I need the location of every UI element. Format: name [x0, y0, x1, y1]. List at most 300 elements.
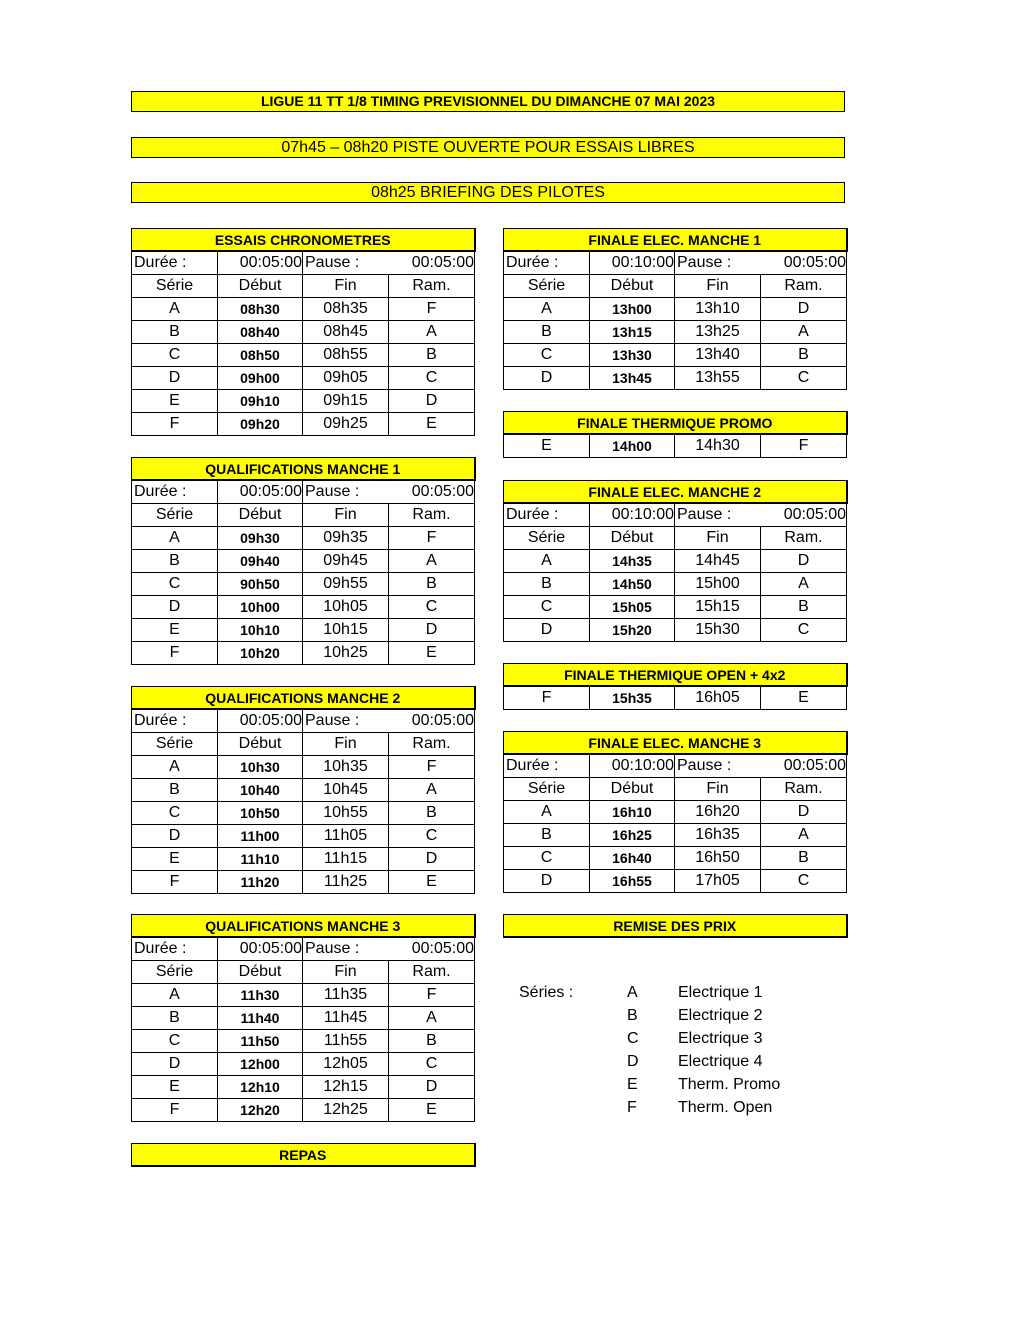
fin-cell: 12h25 [303, 1099, 389, 1122]
debut-cell: 90h50 [218, 573, 303, 596]
fin-cell: 11h55 [303, 1030, 389, 1053]
table-row [132, 756, 475, 779]
table-row [132, 619, 475, 642]
debut-header: Début [590, 275, 675, 298]
debut-cell: 11h20 [218, 871, 303, 894]
pause-value: 00:05:00 [761, 503, 847, 527]
debut-cell: 16h25 [590, 824, 675, 847]
debut-cell: 08h40 [218, 321, 303, 344]
serie-cell: D [132, 367, 218, 390]
table-row [504, 434, 847, 458]
section-title-row [504, 732, 847, 755]
debut-cell: 12h10 [218, 1076, 303, 1099]
pause-value: 00:05:00 [389, 709, 475, 733]
pause-value: 00:05:00 [389, 480, 475, 504]
ram-cell: F [761, 434, 847, 458]
fin-cell: 14h30 [675, 434, 761, 458]
ram-header: Ram. [389, 733, 475, 756]
fin-header: Fin [675, 275, 761, 298]
section-title: REPAS [132, 1144, 475, 1167]
debut-cell: 11h30 [218, 984, 303, 1007]
serie-cell: D [132, 825, 218, 848]
serie-cell: A [132, 298, 218, 321]
debut-cell: 10h10 [218, 619, 303, 642]
serie-cell: D [504, 367, 590, 390]
ram-cell: A [389, 779, 475, 802]
ram-cell: D [761, 801, 847, 824]
ram-header: Ram. [761, 275, 847, 298]
fin-cell: 15h15 [675, 596, 761, 619]
serie-cell: E [132, 1076, 218, 1099]
table-row [504, 298, 847, 321]
ram-cell: B [761, 847, 847, 870]
table-row [132, 848, 475, 871]
section-title: FINALE ELEC. MANCHE 1 [504, 229, 847, 252]
ram-cell: F [389, 756, 475, 779]
ram-cell: C [389, 825, 475, 848]
serie-cell: A [504, 801, 590, 824]
fin-header: Fin [303, 733, 389, 756]
debut-cell: 11h50 [218, 1030, 303, 1053]
ram-cell: F [389, 527, 475, 550]
prix-table [503, 914, 848, 938]
serie-cell: B [504, 573, 590, 596]
fin-cell: 15h00 [675, 573, 761, 596]
pause-label: Pause : [303, 709, 389, 733]
fin-cell: 08h55 [303, 344, 389, 367]
serie-cell: D [132, 596, 218, 619]
elec1-table [503, 228, 848, 390]
debut-cell: 09h10 [218, 390, 303, 413]
fin-cell: 10h25 [303, 642, 389, 665]
fin-cell: 08h35 [303, 298, 389, 321]
debut-cell: 10h20 [218, 642, 303, 665]
briefing-banner: 08h25 BRIEFING DES PILOTES [131, 182, 845, 203]
elec2-table [503, 480, 848, 642]
debut-cell: 16h40 [590, 847, 675, 870]
table-row [504, 686, 847, 710]
serie-cell: C [132, 573, 218, 596]
fin-cell: 15h30 [675, 619, 761, 642]
section-title: QUALIFICATIONS MANCHE 1 [132, 458, 475, 481]
debut-cell: 09h40 [218, 550, 303, 573]
pause-value: 00:05:00 [761, 754, 847, 778]
section-title-row [132, 687, 475, 710]
fin-header: Fin [303, 275, 389, 298]
debut-cell: 10h40 [218, 779, 303, 802]
fin-header: Fin [303, 504, 389, 527]
section-title: FINALE THERMIQUE OPEN + 4x2 [504, 664, 847, 687]
section-title: FINALE THERMIQUE PROMO [504, 412, 847, 435]
fin-header: Fin [675, 778, 761, 801]
ram-cell: E [389, 1099, 475, 1122]
debut-cell: 16h55 [590, 870, 675, 893]
table-row [132, 871, 475, 894]
table-row [132, 802, 475, 825]
table-row [132, 825, 475, 848]
duree-label: Durée : [504, 503, 590, 527]
table-row [132, 1007, 475, 1030]
fin-cell: 13h10 [675, 298, 761, 321]
duree-value: 00:05:00 [218, 480, 303, 504]
table-row [504, 321, 847, 344]
fin-cell: 16h20 [675, 801, 761, 824]
duree-value: 00:10:00 [590, 754, 675, 778]
column-header-row [132, 733, 475, 756]
duree-value: 00:05:00 [218, 937, 303, 961]
serie-cell: A [132, 527, 218, 550]
ram-header: Ram. [389, 504, 475, 527]
serie-cell: E [504, 434, 590, 458]
serie-header: Série [132, 733, 218, 756]
section-title-row [132, 458, 475, 481]
ram-cell: D [389, 619, 475, 642]
debut-cell: 11h40 [218, 1007, 303, 1030]
legend-name: Electrique 2 [678, 1007, 763, 1024]
section-title-row [132, 915, 475, 938]
serie-header: Série [504, 778, 590, 801]
page-title: LIGUE 11 TT 1/8 TIMING PREVISIONNEL DU DIMANCHE 07 MAI 2023 [131, 91, 845, 112]
debut-cell: 15h20 [590, 619, 675, 642]
ram-cell: F [389, 298, 475, 321]
fin-header: Fin [675, 527, 761, 550]
debut-cell: 13h00 [590, 298, 675, 321]
table-row [504, 619, 847, 642]
ram-cell: A [389, 1007, 475, 1030]
fin-cell: 13h25 [675, 321, 761, 344]
legend-name: Therm. Promo [678, 1076, 781, 1093]
section-title: QUALIFICATIONS MANCHE 2 [132, 687, 475, 710]
column-header-row [504, 275, 847, 298]
fin-cell: 10h45 [303, 779, 389, 802]
duree-value: 00:10:00 [590, 251, 675, 275]
section-title-row [504, 915, 847, 938]
legend-name: Electrique 4 [678, 1053, 763, 1070]
column-header-row [504, 778, 847, 801]
debut-cell: 13h30 [590, 344, 675, 367]
debut-cell: 11h10 [218, 848, 303, 871]
table-row [504, 824, 847, 847]
pause-label: Pause : [303, 937, 389, 961]
section-title: ESSAIS CHRONOMETRES [132, 229, 475, 252]
fin-cell: 17h05 [675, 870, 761, 893]
fin-cell: 09h15 [303, 390, 389, 413]
ram-header: Ram. [389, 275, 475, 298]
table-row [132, 573, 475, 596]
debut-header: Début [590, 778, 675, 801]
ram-cell: A [761, 321, 847, 344]
ram-cell: C [389, 596, 475, 619]
duration-row [132, 251, 475, 275]
ram-cell: E [389, 413, 475, 436]
fin-cell: 13h40 [675, 344, 761, 367]
legend-name: Electrique 3 [678, 1030, 763, 1047]
table-row [132, 298, 475, 321]
serie-cell: F [132, 871, 218, 894]
ram-cell: D [389, 1076, 475, 1099]
legend-label: Séries : [519, 984, 574, 1001]
table-row [132, 1053, 475, 1076]
serie-cell: B [132, 779, 218, 802]
pause-label: Pause : [675, 754, 761, 778]
serie-cell: B [132, 321, 218, 344]
table-row [504, 870, 847, 893]
ram-cell: B [389, 1030, 475, 1053]
column-header-row [504, 527, 847, 550]
section-title: FINALE ELEC. MANCHE 2 [504, 481, 847, 504]
column-header-row [132, 504, 475, 527]
debut-header: Début [218, 275, 303, 298]
serie-cell: C [132, 344, 218, 367]
pause-label: Pause : [303, 251, 389, 275]
ram-cell: E [389, 642, 475, 665]
table-row [132, 1030, 475, 1053]
serie-cell: C [132, 802, 218, 825]
ram-cell: C [761, 619, 847, 642]
serie-cell: A [504, 298, 590, 321]
section-title-row [504, 664, 847, 687]
ram-cell: A [761, 824, 847, 847]
ram-cell: B [389, 344, 475, 367]
table-row [132, 984, 475, 1007]
debut-cell: 16h10 [590, 801, 675, 824]
debut-cell: 13h45 [590, 367, 675, 390]
serie-cell: E [132, 390, 218, 413]
debut-header: Début [218, 733, 303, 756]
pause-label: Pause : [675, 503, 761, 527]
fin-header: Fin [303, 961, 389, 984]
fin-cell: 12h15 [303, 1076, 389, 1099]
fin-cell: 16h50 [675, 847, 761, 870]
fin-cell: 16h35 [675, 824, 761, 847]
section-title-row [504, 481, 847, 504]
ram-cell: B [761, 344, 847, 367]
table-row [132, 367, 475, 390]
pause-value: 00:05:00 [389, 251, 475, 275]
legend-code: F [627, 1099, 637, 1116]
qualif3-table [131, 914, 476, 1122]
ram-cell: D [761, 550, 847, 573]
fin-cell: 09h25 [303, 413, 389, 436]
pause-value: 00:05:00 [389, 937, 475, 961]
fin-cell: 10h35 [303, 756, 389, 779]
serie-header: Série [132, 961, 218, 984]
section-title-row [504, 229, 847, 252]
fin-cell: 13h55 [675, 367, 761, 390]
serie-cell: F [132, 413, 218, 436]
debut-cell: 15h35 [590, 686, 675, 710]
duration-row [504, 503, 847, 527]
ram-header: Ram. [761, 527, 847, 550]
debut-cell: 15h05 [590, 596, 675, 619]
duree-label: Durée : [504, 754, 590, 778]
debut-header: Début [218, 504, 303, 527]
duree-value: 00:05:00 [218, 709, 303, 733]
legend-name: Therm. Open [678, 1099, 773, 1116]
serie-cell: E [132, 619, 218, 642]
fin-cell: 11h45 [303, 1007, 389, 1030]
section-title-row [132, 229, 475, 252]
repas-table [131, 1143, 476, 1167]
fin-cell: 09h45 [303, 550, 389, 573]
table-row [132, 390, 475, 413]
free-practice-banner: 07h45 – 08h20 PISTE OUVERTE POUR ESSAIS LIBRES [131, 137, 845, 158]
fin-cell: 10h15 [303, 619, 389, 642]
table-row [132, 1099, 475, 1122]
table-row [132, 413, 475, 436]
section-title-row [504, 412, 847, 435]
ram-cell: C [761, 870, 847, 893]
serie-cell: B [504, 321, 590, 344]
fin-cell: 16h05 [675, 686, 761, 710]
serie-header: Série [504, 275, 590, 298]
debut-cell: 09h20 [218, 413, 303, 436]
table-row [504, 573, 847, 596]
duree-value: 00:05:00 [218, 251, 303, 275]
ram-cell: C [389, 367, 475, 390]
duration-row [132, 937, 475, 961]
serie-cell: D [504, 619, 590, 642]
ram-cell: A [389, 550, 475, 573]
debut-cell: 11h00 [218, 825, 303, 848]
fin-cell: 10h55 [303, 802, 389, 825]
table-row [504, 344, 847, 367]
debut-header: Début [590, 527, 675, 550]
fin-cell: 09h05 [303, 367, 389, 390]
debut-cell: 08h50 [218, 344, 303, 367]
ram-cell: B [389, 802, 475, 825]
fin-cell: 11h35 [303, 984, 389, 1007]
serie-header: Série [132, 504, 218, 527]
therm-promo-table [503, 411, 848, 458]
table-row [504, 847, 847, 870]
fin-cell: 14h45 [675, 550, 761, 573]
debut-header: Début [218, 961, 303, 984]
pause-label: Pause : [303, 480, 389, 504]
duree-label: Durée : [132, 937, 218, 961]
table-row [132, 527, 475, 550]
legend-name: Electrique 1 [678, 984, 763, 1001]
serie-cell: D [504, 870, 590, 893]
column-header-row [132, 961, 475, 984]
fin-cell: 09h55 [303, 573, 389, 596]
serie-cell: C [504, 344, 590, 367]
fin-cell: 11h05 [303, 825, 389, 848]
legend-code: B [627, 1007, 638, 1024]
fin-cell: 12h05 [303, 1053, 389, 1076]
pause-value: 00:05:00 [761, 251, 847, 275]
debut-cell: 14h50 [590, 573, 675, 596]
debut-cell: 10h00 [218, 596, 303, 619]
serie-cell: B [504, 824, 590, 847]
debut-cell: 14h35 [590, 550, 675, 573]
duration-row [132, 480, 475, 504]
fin-cell: 11h15 [303, 848, 389, 871]
debut-cell: 12h20 [218, 1099, 303, 1122]
ram-cell: A [389, 321, 475, 344]
serie-cell: C [132, 1030, 218, 1053]
ram-header: Ram. [389, 961, 475, 984]
serie-cell: C [504, 596, 590, 619]
duration-row [132, 709, 475, 733]
column-header-row [132, 275, 475, 298]
serie-cell: F [132, 1099, 218, 1122]
fin-cell: 11h25 [303, 871, 389, 894]
table-row [132, 596, 475, 619]
serie-cell: D [132, 1053, 218, 1076]
serie-cell: B [132, 550, 218, 573]
debut-cell: 12h00 [218, 1053, 303, 1076]
section-title: REMISE DES PRIX [504, 915, 847, 938]
serie-cell: A [504, 550, 590, 573]
table-row [132, 779, 475, 802]
table-row [504, 596, 847, 619]
debut-cell: 09h00 [218, 367, 303, 390]
ram-cell: E [761, 686, 847, 710]
serie-cell: A [132, 984, 218, 1007]
table-row [504, 801, 847, 824]
legend-code: A [627, 984, 638, 1001]
duree-label: Durée : [132, 251, 218, 275]
duration-row [504, 754, 847, 778]
ram-cell: E [389, 871, 475, 894]
table-row [504, 550, 847, 573]
duration-row [504, 251, 847, 275]
ram-header: Ram. [761, 778, 847, 801]
legend-code: E [627, 1076, 638, 1093]
legend-code: C [627, 1030, 639, 1047]
serie-cell: E [132, 848, 218, 871]
ram-cell: A [761, 573, 847, 596]
ram-cell: D [761, 298, 847, 321]
table-row [132, 550, 475, 573]
serie-cell: B [132, 1007, 218, 1030]
table-row [132, 642, 475, 665]
ram-cell: B [389, 573, 475, 596]
serie-header: Série [132, 275, 218, 298]
ram-cell: F [389, 984, 475, 1007]
ram-cell: B [761, 596, 847, 619]
debut-cell: 13h15 [590, 321, 675, 344]
table-row [132, 344, 475, 367]
fin-cell: 10h05 [303, 596, 389, 619]
fin-cell: 09h35 [303, 527, 389, 550]
debut-cell: 09h30 [218, 527, 303, 550]
duree-value: 00:10:00 [590, 503, 675, 527]
ram-cell: D [389, 390, 475, 413]
ram-cell: C [389, 1053, 475, 1076]
debut-cell: 08h30 [218, 298, 303, 321]
serie-header: Série [504, 527, 590, 550]
serie-cell: A [132, 756, 218, 779]
serie-cell: F [132, 642, 218, 665]
section-title: QUALIFICATIONS MANCHE 3 [132, 915, 475, 938]
serie-cell: F [504, 686, 590, 710]
duree-label: Durée : [504, 251, 590, 275]
therm-open-table [503, 663, 848, 710]
ram-cell: D [389, 848, 475, 871]
section-title-row [132, 1144, 475, 1167]
debut-cell: 10h50 [218, 802, 303, 825]
qualif1-table [131, 457, 476, 665]
serie-cell: C [504, 847, 590, 870]
debut-cell: 10h30 [218, 756, 303, 779]
table-row [132, 321, 475, 344]
duree-label: Durée : [132, 480, 218, 504]
ram-cell: C [761, 367, 847, 390]
pause-label: Pause : [675, 251, 761, 275]
table-row [132, 1076, 475, 1099]
